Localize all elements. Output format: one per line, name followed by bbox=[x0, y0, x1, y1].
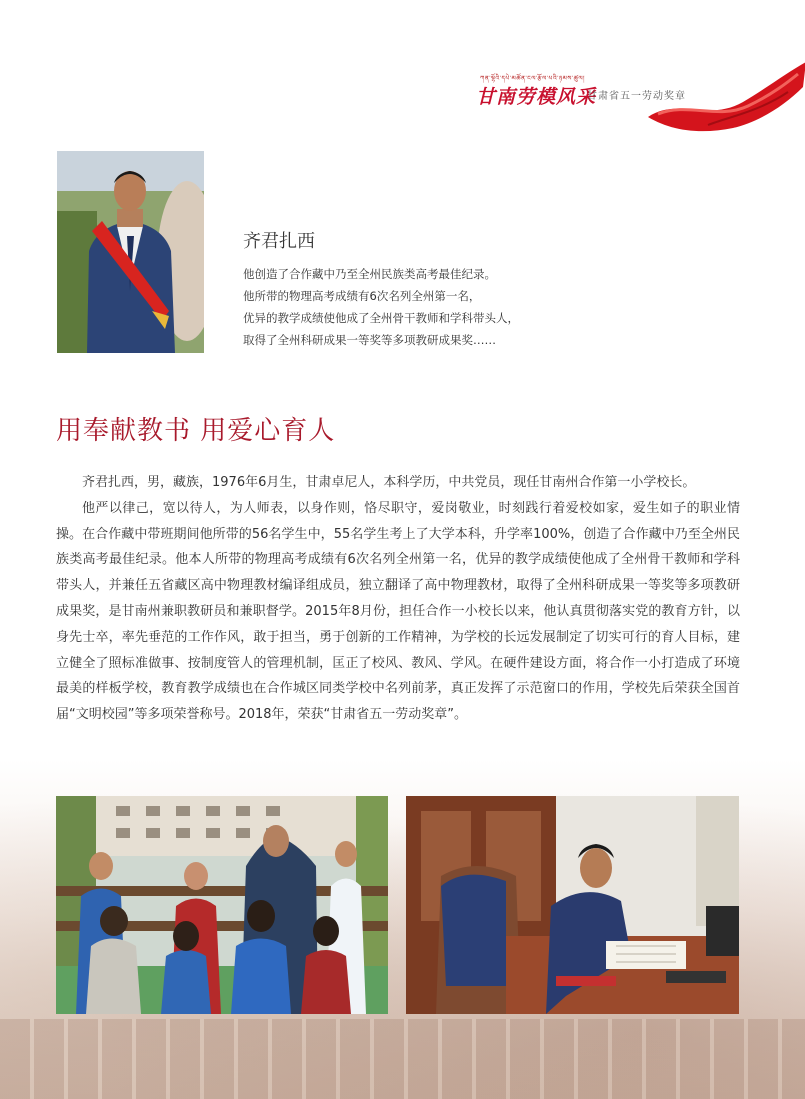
article-body bbox=[56, 470, 740, 728]
article-paragraph: 齐君扎西，男，藏族，1976年6月生，甘肃卓尼人，本科学历，中共党员，现任甘南州合作第一小学校长。 bbox=[82, 475, 696, 490]
photo-with-students bbox=[56, 796, 388, 1014]
portrait-photo bbox=[57, 151, 204, 353]
background-brick-pattern bbox=[0, 1019, 805, 1099]
profile-intro bbox=[243, 263, 603, 351]
portrait-illustration bbox=[57, 151, 204, 353]
red-ribbon-icon bbox=[648, 62, 805, 137]
header-subtitle: 甘肃省五一劳动奖章 bbox=[587, 91, 686, 102]
students-photo-illustration bbox=[56, 796, 388, 1014]
profile-name: 齐君扎西 bbox=[243, 231, 315, 252]
intro-line: 取得了全州科研成果一等奖等多项教研成果奖…… bbox=[243, 333, 496, 347]
office-photo-illustration bbox=[406, 796, 739, 1014]
intro-line: 他创造了合作藏中乃至全州民族类高考最佳纪录。 bbox=[243, 267, 496, 281]
header-brand-logo: 甘南劳模风采 bbox=[476, 86, 597, 108]
article-paragraph: 他严以律己，宽以待人，为人师表，以身作则，恪尽职守，爱岗敬业，时刻践行着爱校如家，爱生如子的职业情操。在合作藏中带班期间他所带的56名学生中，55名学生考上了大学本科，升学率100%，创造了合作藏中乃至全州民族类高考最佳纪录。他本人所带的物理高考成绩有6次名列全州第一名，优异的教学成绩使他成了全州骨干教师和学科带头人，并兼任五省藏区高中物理教材编译组成员，独立翻译了高中物理教材，取得了全州科研成果一等奖等多项教研成果奖，是甘南州兼职教研员和兼职督学。2015年8月份，担任合作一小校长以来，他认真贯彻落实党的教育方针，以身先士卒，率先垂范的工作作风，敢于担当，勇于创新的工作精神，为学校的长远发展制定了切实可行的育人目标，建立健全了照标准做事、按制度管人的管理机制，匡正了校风、教风、学风。在硬件建设方面，将合作一小打造成了环境最美的样板学校，教育教学成绩也在合作城区同类学校中名列前茅，真正发挥了示范窗口的作用，学校先后荣获全国首届“文明校园”等多项荣誉称号。2018年，荣获“甘肃省五一劳动奖章”。 bbox=[56, 500, 740, 723]
photo-at-desk bbox=[406, 796, 739, 1014]
intro-line: 优异的教学成绩使他成了全州骨干教师和学科带头人， bbox=[243, 311, 519, 325]
intro-line: 他所带的物理高考成绩有6次名列全州第一名， bbox=[243, 289, 481, 303]
article-title: 用奉献教书 用爱心育人 bbox=[56, 416, 336, 446]
page-header bbox=[470, 70, 805, 140]
header-tibetan-text: ཀན་ལྷོའི་དཔེ་མཚོན་ངལ་རྩོལ་པའི་ཉམས་ཚུལ། bbox=[480, 75, 585, 82]
